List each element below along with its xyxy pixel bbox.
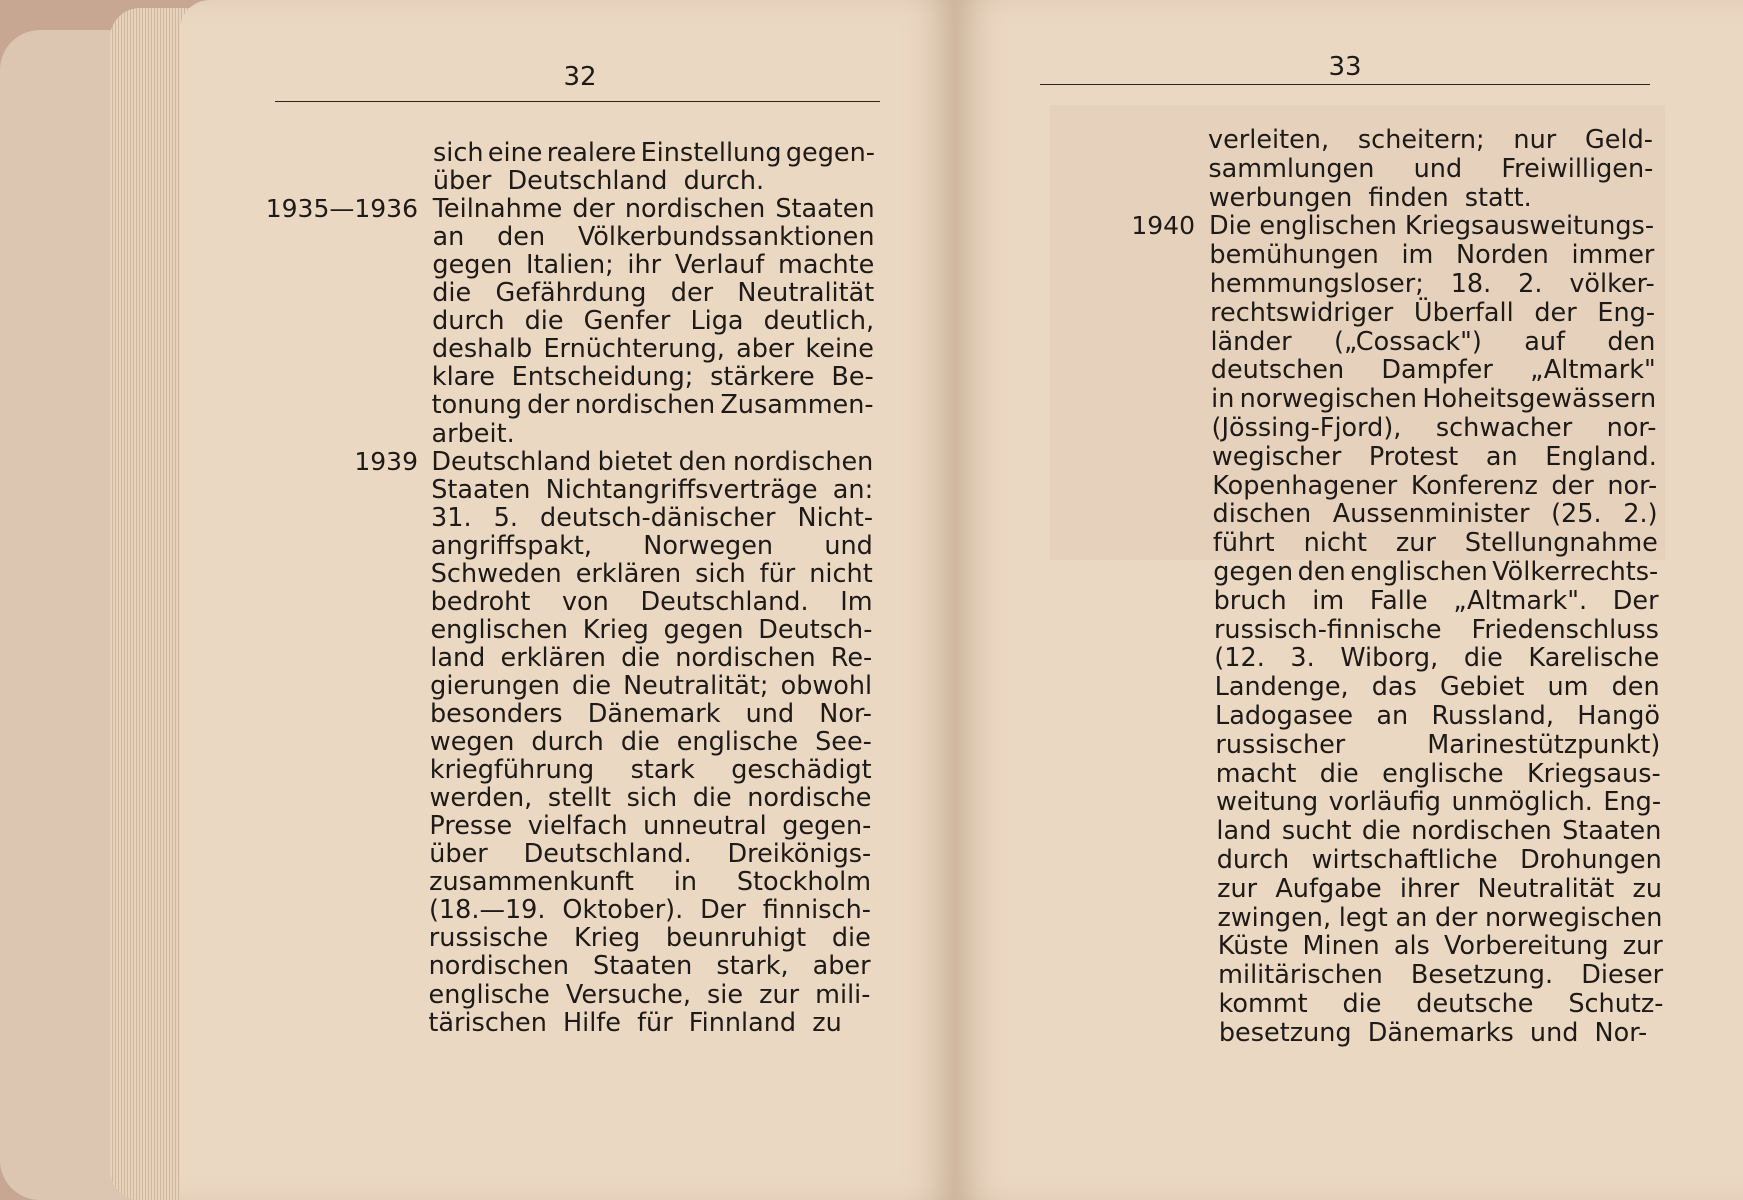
text-line: englische Versuche, sie zur mili- [428,979,871,1010]
entry-year: 1935—1936 [265,194,418,224]
text-line: werbungen finden statt. [1208,182,1532,213]
text-line: rechtswidriger Überfall der Eng- [1210,297,1656,328]
text-line: Staaten Nichtangriffsverträge an: [431,474,874,505]
text-line: arbeit. [431,418,515,449]
text-line: wegischer Protest an England. [1211,441,1657,472]
text-line: besonders Dänemark und Nor- [430,699,872,729]
text-line: deutschen Dampfer „Altmark" [1210,355,1656,386]
text-line: russischer Marinestützpunkt) [1215,729,1661,760]
text-line: russisch-finnische Friedenschluss [1213,614,1659,645]
text-line: tonung der nordischen Zusammen- [431,390,874,421]
text-line: Teilnahme der nordischen Staaten [432,194,875,225]
left-page-number: 32 [563,62,597,92]
text-line: besetzung Dänemarks und Nor- [1218,1017,1648,1048]
text-line: gegen Italien; ihr Verlauf machte [432,250,875,281]
text-line: sammlungen und Freiwilligen- [1208,153,1654,184]
text-line: werden, stellt sich die nordische [429,783,872,814]
text-line: angriffspakt, Norwegen und [430,530,873,561]
text-line: englischen Krieg gegen Deutsch- [430,614,873,645]
text-line: Deutschland bietet den nordischen [431,446,874,477]
text-line: deshalb Ernüchterung, aber keine [431,334,874,365]
text-line: (18.—19. Oktober). Der finnisch- [428,895,871,926]
entry-year: 1939 [354,446,418,476]
text-line: zusammenkunft in Stockholm [429,867,872,898]
text-line: Ladogasee an Russland, Hangö [1215,701,1660,731]
text-line: (12. 3. Wiborg, die Karelische [1214,643,1660,674]
text-line: die Gefährdung der Neutralität [432,278,875,309]
text-line: an den Völkerbundssanktionen [432,222,875,253]
text-line: wegen durch die englische See- [429,727,872,758]
text-line: (Jössing-Fjord), schwacher nor- [1211,413,1657,443]
text-line: verleiten, scheitern; nur Geld- [1208,125,1653,155]
entry-year: 1940 [1131,211,1195,241]
text-line: 31. 5. deutsch-dänischer Nicht- [431,502,874,533]
text-line: macht die englische Kriegsaus- [1215,758,1661,789]
text-line: Landenge, das Gebiet um den [1214,672,1660,703]
text-line: tärischen Hilfe für Finnland zu [428,1007,842,1038]
text-line: Küste Minen als Vorbereitung zur [1217,931,1663,962]
text-line: kriegführung stark geschädigt [429,755,872,786]
text-line: Die englischen Kriegsausweitungs- [1209,211,1655,242]
text-line: bedroht von Deutschland. Im [430,586,873,617]
text-line: zwingen, legt an der norwegischen [1217,902,1663,933]
text-line: kommt die deutsche Schutz- [1218,989,1664,1019]
right-page-number: 33 [1328,52,1362,82]
text-line: klare Entscheidung; stärkere Be- [431,362,874,393]
text-line: nordischen Staaten stark, aber [428,951,871,982]
text-line: Presse vielfach unneutral gegen- [429,811,872,842]
text-line: land erklären die nordischen Re- [430,642,873,673]
text-line: durch die Genfer Liga deutlich, [432,306,875,337]
left-header-rule [275,101,880,102]
text-line: gierungen die Neutralität; obwohl [430,670,873,701]
text-line: über Deutschland durch. [432,166,765,197]
text-line: land sucht die nordischen Staaten [1216,816,1662,847]
text-line: führt nicht zur Stellungnahme [1212,528,1658,559]
text-line: weitung vorläufig unmöglich. Eng- [1216,787,1662,818]
text-line: militärischen Besetzung. Dieser [1218,960,1664,991]
text-line: sich eine realere Einstellung gegen- [433,138,875,168]
text-line: dischen Aussenminister (25. 2.) [1212,499,1658,530]
text-line: Kopenhagener Konferenz der nor- [1212,470,1658,501]
text-line: länder („Cossack") auf den [1210,326,1656,357]
text-line: hemmungsloser; 18. 2. völker- [1209,269,1655,299]
text-line: durch wirtschaftliche Drohungen [1216,845,1662,875]
text-line: in norwegischen Hoheitsgewässern [1211,384,1657,415]
text-line: gegen den englischen Völkerrechts- [1213,557,1659,587]
text-line: zur Aufgabe ihrer Neutralität zu [1217,873,1663,904]
text-line: über Deutschland. Dreikönigs- [429,839,872,870]
text-line: bruch im Falle „Altmark". Der [1213,585,1659,616]
text-line: bemühungen im Norden immer [1209,240,1655,271]
text-line: Schweden erklären sich für nicht [430,558,873,589]
text-line: russische Krieg beunruhigt die [428,923,871,954]
right-header-rule [1040,84,1650,85]
